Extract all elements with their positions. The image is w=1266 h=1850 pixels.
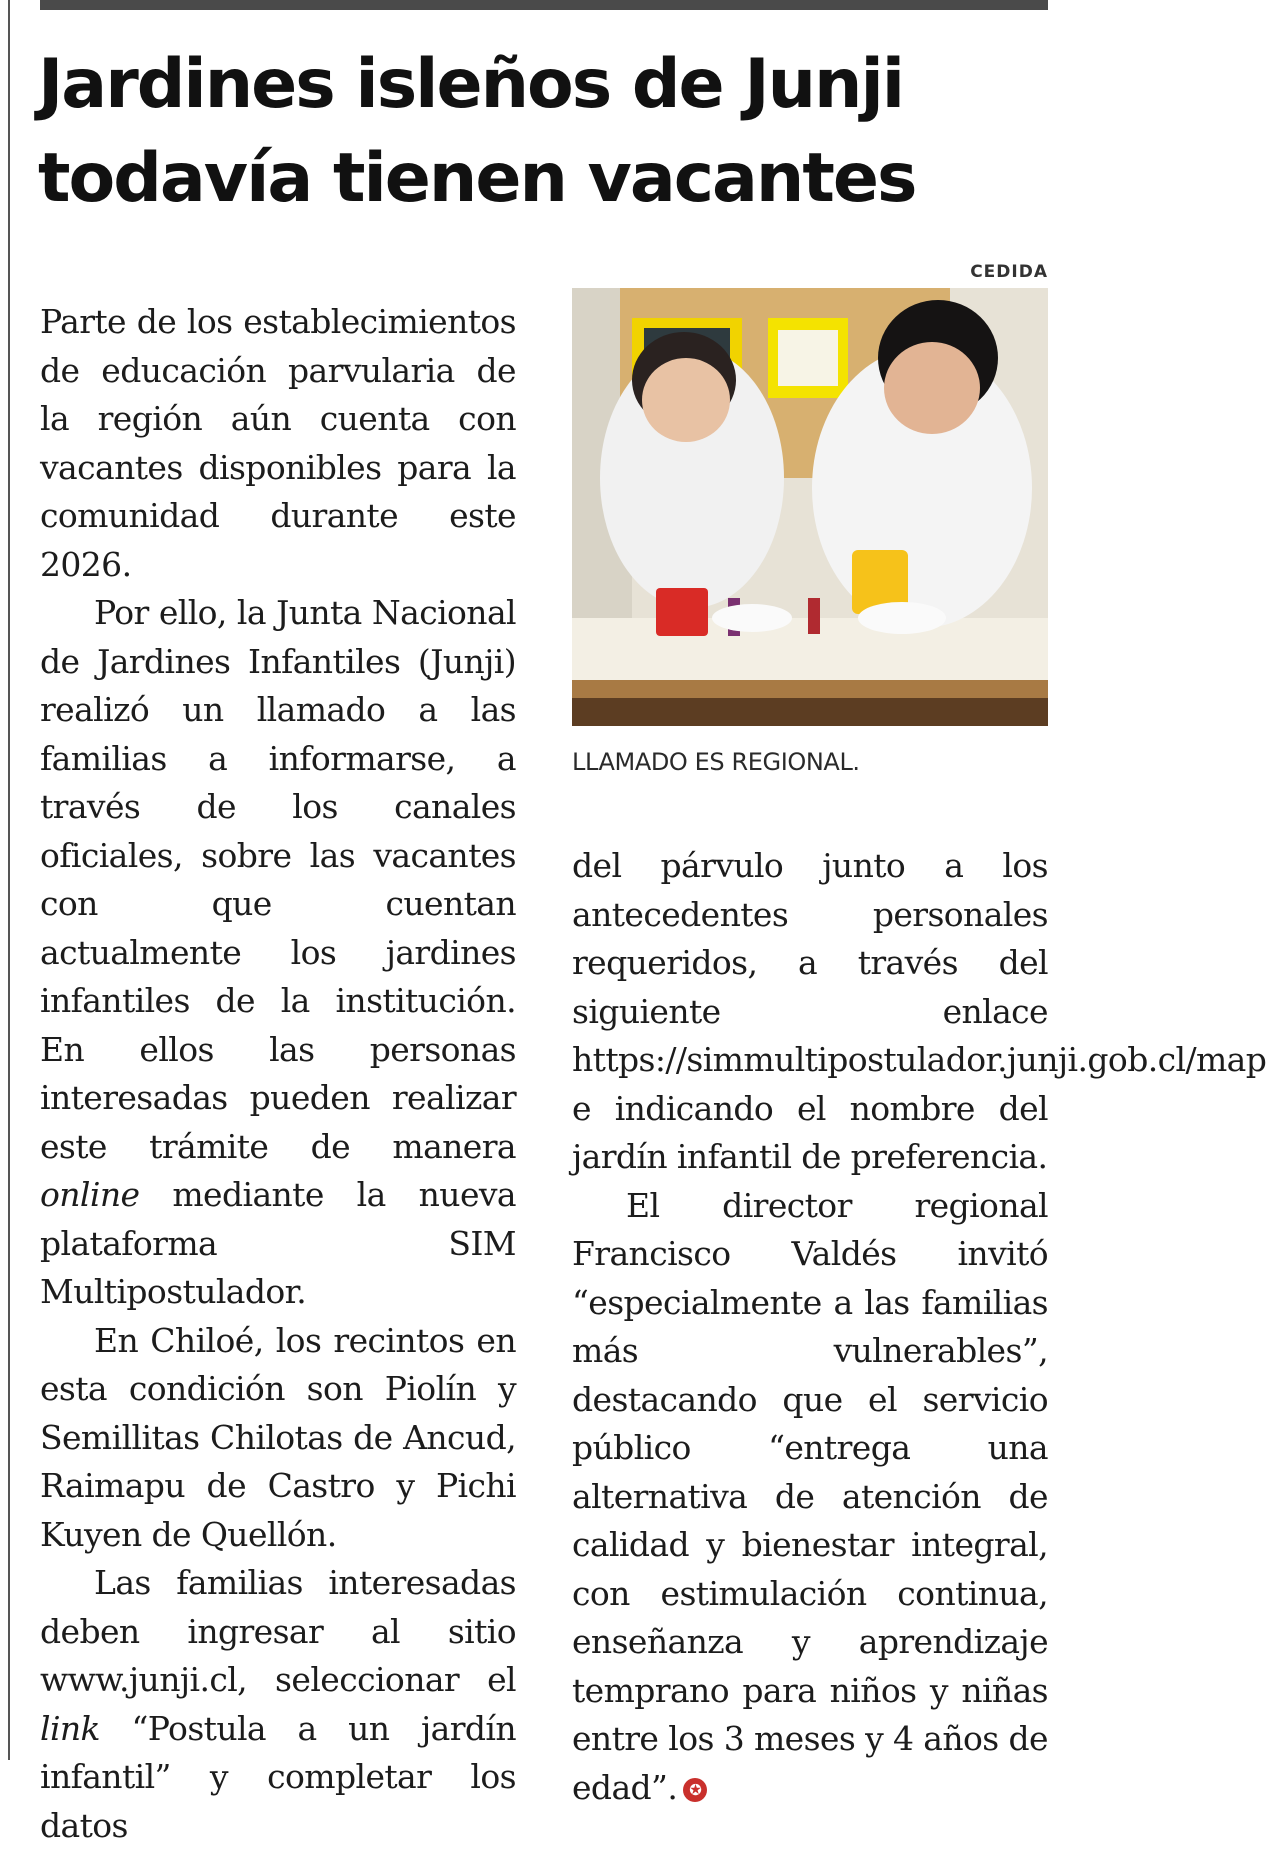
children-classroom-illustration <box>572 288 1048 726</box>
paragraph-junji-call <box>40 589 516 1317</box>
article-column-right <box>572 842 1266 1812</box>
headline-line-1: Jardines isleños de Junji <box>38 45 904 124</box>
paragraph-director-quote <box>572 1182 1048 1813</box>
paragraph-instructions-continued: del párvulo junto a los antecedentes personales requeridos, a través del siguiente enlace https://simmultipostulador.junji.gob.cl/map e indicando el nombre del jardín infantil de preferencia. <box>572 846 1266 1176</box>
paragraph-junji-call-end: mediante la nueva plataforma SIM Multipostulador. <box>40 1175 516 1311</box>
paragraph-junji-call-text: Por ello, la Junta Nacional de Jardines Infantiles (Junji) realizó un llamado a las familias a informarse, a través de los canales oficiales, sobre las vacantes con que cuentan actualmente los jardines infantiles de la institución. En ellos las personas interesadas pueden realizar este trámite de manera <box>40 593 516 1166</box>
paragraph-instructions <box>40 1559 516 1850</box>
article-column-left <box>40 298 516 1850</box>
paragraph-instructions-text: Las familias interesadas deben ingresar al sitio www.junji.cl, seleccionar el <box>40 1563 516 1699</box>
paragraph-chiloe: En Chiloé, los recintos en esta condición son Piolín y Semillitas Chilotas de Ancud, Raimapu de Castro y Pichi Kuyen de Quellón. <box>40 1320 516 1554</box>
section-top-bar <box>40 0 1048 10</box>
article-photo <box>572 288 1048 726</box>
page-left-rule <box>8 0 10 1760</box>
paragraph-instructions-end: “Postula a un jardín infantil” y completar los datos <box>40 1708 516 1845</box>
italic-online: online <box>40 1175 140 1214</box>
headline-line-2: todavía tienen vacantes <box>38 139 916 218</box>
article-headline <box>38 38 1048 226</box>
paragraph-director-quote-text: El director regional Francisco Valdés invitó “especialmente a las familias más vulnerables”, destacando que el servicio público “entrega una alternativa de atención de calidad y bienestar integral, con estimulación continua, enseñanza y aprendizaje temprano para niños y niñas entre los 3 meses y 4 años de edad”. <box>572 1185 1048 1807</box>
photo-credit: CEDIDA <box>970 262 1048 282</box>
photo-caption: LLAMADO ES REGIONAL. <box>572 748 860 776</box>
paragraph-intro: Parte de los establecimientos de educación parvularia de la región aún cuenta con vacantes disponibles para la comunidad durante este 2026. <box>40 302 516 584</box>
italic-link: link <box>40 1708 100 1748</box>
end-of-article-mark-icon: ✪ <box>683 1778 707 1802</box>
